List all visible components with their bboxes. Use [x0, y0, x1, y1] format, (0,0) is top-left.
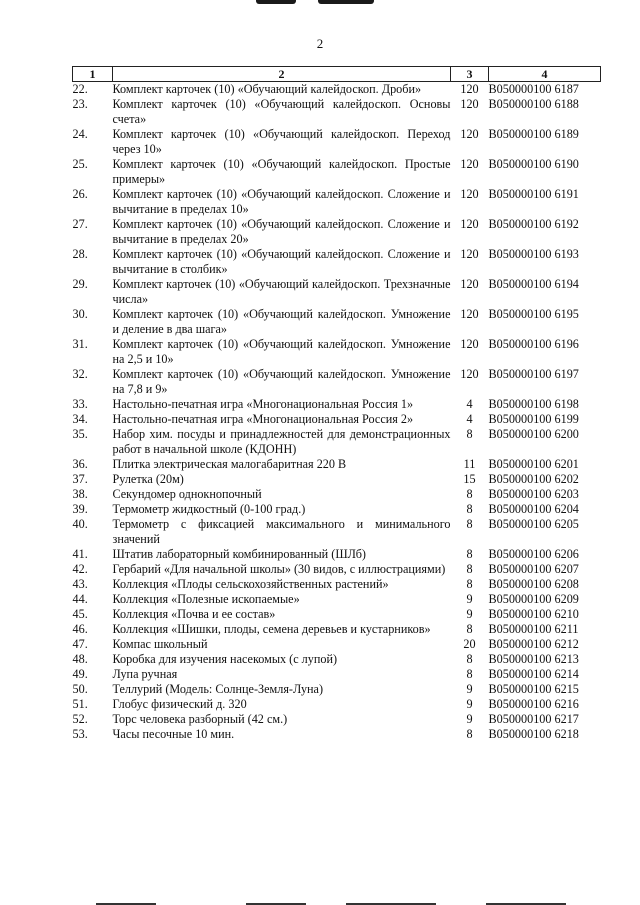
item-number: 30.	[72, 307, 88, 321]
table-row	[73, 697, 601, 712]
item-code: B050000100 6189	[488, 127, 579, 141]
item-code: B050000100 6205	[488, 517, 579, 531]
item-name: Плитка электрическая малогабаритная 220 В	[112, 457, 347, 471]
column-header-number: 1	[73, 67, 113, 82]
table-row	[73, 652, 601, 667]
table-row	[73, 727, 601, 742]
item-code: B050000100 6197	[488, 367, 579, 381]
item-quantity: 4	[466, 397, 473, 411]
item-name: Торс человека разборный (42 см.)	[112, 712, 288, 726]
item-number: 50.	[72, 682, 88, 696]
item-name: Настольно-печатная игра «Многонациональная Россия 1»	[112, 397, 414, 411]
item-number: 51.	[72, 697, 88, 711]
item-number: 45.	[72, 607, 88, 621]
table-row	[73, 397, 601, 412]
table-row	[73, 127, 601, 157]
item-code: B050000100 6203	[488, 487, 579, 501]
item-quantity: 8	[466, 547, 473, 561]
item-code: B050000100 6191	[488, 187, 579, 201]
item-number: 25.	[72, 157, 88, 171]
table-row	[73, 502, 601, 517]
item-number: 28.	[72, 247, 88, 261]
table-row	[73, 607, 601, 622]
table-row	[73, 682, 601, 697]
item-quantity: 120	[460, 247, 479, 261]
item-quantity: 8	[466, 487, 473, 501]
item-name: Комплект карточек (10) «Обучающий калейдоскоп. Умножение и деление в два шага»	[112, 307, 451, 336]
item-code: B050000100 6192	[488, 217, 579, 231]
item-code: B050000100 6187	[488, 82, 579, 96]
item-number: 49.	[72, 667, 88, 681]
table-row	[73, 577, 601, 592]
table-row	[73, 637, 601, 652]
item-quantity: 8	[466, 517, 473, 531]
item-quantity: 8	[466, 667, 473, 681]
item-name: Комплект карточек (10) «Обучающий калейдоскоп. Дроби»	[112, 82, 422, 96]
item-number: 23.	[72, 97, 88, 111]
item-code: B050000100 6212	[488, 637, 579, 651]
item-name: Настольно-печатная игра «Многонациональная Россия 2»	[112, 412, 414, 426]
item-quantity: 120	[460, 187, 479, 201]
item-code: B050000100 6217	[488, 712, 579, 726]
item-number: 53.	[72, 727, 88, 741]
table-header	[73, 67, 601, 82]
item-code: B050000100 6194	[488, 277, 579, 291]
column-header-code: 4	[489, 67, 601, 82]
item-number: 44.	[72, 592, 88, 606]
table-row	[73, 367, 601, 397]
item-name: Термометр жидкостный (0-100 град.)	[112, 502, 306, 516]
item-name: Коллекция «Полезные ископаемые»	[112, 592, 300, 606]
item-code: B050000100 6208	[488, 577, 579, 591]
item-quantity: 120	[460, 127, 479, 141]
item-quantity: 9	[466, 592, 473, 606]
item-name: Глобус физический д. 320	[112, 697, 247, 711]
table-row	[73, 217, 601, 247]
item-name: Комплект карточек (10) «Обучающий калейдоскоп. Переход через 10»	[112, 127, 451, 156]
item-code: B050000100 6211	[488, 622, 579, 636]
item-number: 48.	[72, 652, 88, 666]
table-row	[73, 517, 601, 547]
item-code: B050000100 6188	[488, 97, 579, 111]
item-number: 35.	[72, 427, 88, 441]
table-row	[73, 457, 601, 472]
item-code: B050000100 6218	[488, 727, 579, 741]
table-row	[73, 187, 601, 217]
item-name: Комплект карточек (10) «Обучающий калейдоскоп. Умножение на 7,8 и 9»	[112, 367, 451, 396]
item-code: B050000100 6200	[488, 427, 579, 441]
item-quantity: 8	[466, 427, 473, 441]
item-quantity: 9	[466, 712, 473, 726]
item-quantity: 9	[466, 607, 473, 621]
item-name: Комплект карточек (10) «Обучающий калейдоскоп. Сложение и вычитание в столбик»	[112, 247, 451, 276]
item-code: B050000100 6209	[488, 592, 579, 606]
table-row	[73, 247, 601, 277]
item-name: Комплект карточек (10) «Обучающий калейдоскоп. Трехзначные числа»	[112, 277, 451, 306]
item-quantity: 120	[460, 97, 479, 111]
item-name: Часы песочные 10 мин.	[112, 727, 235, 741]
item-code: B050000100 6199	[488, 412, 579, 426]
table-row	[73, 472, 601, 487]
item-name: Лупа ручная	[112, 667, 178, 681]
table-row	[73, 667, 601, 682]
item-name: Коллекция «Почва и ее состав»	[112, 607, 276, 621]
item-name: Комплект карточек (10) «Обучающий калейдоскоп. Сложение и вычитание в пределах 10»	[112, 187, 451, 216]
item-quantity: 120	[460, 157, 479, 171]
table-row	[73, 562, 601, 577]
item-name: Комплект карточек (10) «Обучающий калейдоскоп. Умножение на 2,5 и 10»	[112, 337, 451, 366]
item-number: 41.	[72, 547, 88, 561]
scan-artifact-top	[256, 0, 374, 5]
item-name: Теллурий (Модель: Солнце-Земля-Луна)	[112, 682, 324, 696]
item-quantity: 120	[460, 217, 479, 231]
item-number: 47.	[72, 637, 88, 651]
item-code: B050000100 6202	[488, 472, 579, 486]
item-name: Секундомер однокнопочный	[112, 487, 262, 501]
item-quantity: 120	[460, 82, 479, 96]
item-number: 24.	[72, 127, 88, 141]
item-quantity: 120	[460, 307, 479, 321]
item-number: 38.	[72, 487, 88, 501]
item-number: 42.	[72, 562, 88, 576]
item-number: 37.	[72, 472, 88, 486]
item-code: B050000100 6201	[488, 457, 579, 471]
item-number: 32.	[72, 367, 88, 381]
item-quantity: 120	[460, 367, 479, 381]
item-code: B050000100 6216	[488, 697, 579, 711]
table-row	[73, 487, 601, 502]
item-name: Рулетка (20м)	[112, 472, 184, 486]
item-name: Гербарий «Для начальной школы» (30 видов, с иллюстрациями)	[112, 562, 446, 576]
item-code: B050000100 6193	[488, 247, 579, 261]
page-number: 2	[316, 36, 324, 51]
item-number: 43.	[72, 577, 88, 591]
item-number: 36.	[72, 457, 88, 471]
item-code: B050000100 6204	[488, 502, 579, 516]
item-code: B050000100 6210	[488, 607, 579, 621]
item-name: Коллекция «Плоды сельскохозяйственных растений»	[112, 577, 389, 591]
table-row	[73, 547, 601, 562]
item-code: B050000100 6215	[488, 682, 579, 696]
item-quantity: 8	[466, 577, 473, 591]
item-quantity: 8	[466, 727, 473, 741]
equipment-table	[72, 66, 601, 742]
item-code: B050000100 6196	[488, 337, 579, 351]
table-row	[73, 427, 601, 457]
table-row	[73, 307, 601, 337]
table-row	[73, 712, 601, 727]
item-number: 40.	[72, 517, 88, 531]
table-row	[73, 337, 601, 367]
item-number: 29.	[72, 277, 88, 291]
item-quantity: 20	[463, 637, 476, 651]
item-quantity: 9	[466, 682, 473, 696]
item-code: B050000100 6214	[488, 667, 579, 681]
table-row	[73, 412, 601, 427]
item-name: Коробка для изучения насекомых (с лупой)	[112, 652, 338, 666]
table-row	[73, 277, 601, 307]
item-quantity: 8	[466, 622, 473, 636]
item-number: 33.	[72, 397, 88, 411]
item-code: B050000100 6213	[488, 652, 579, 666]
item-name: Компас школьный	[112, 637, 208, 651]
item-name: Комплект карточек (10) «Обучающий калейдоскоп. Основы счета»	[112, 97, 451, 126]
table-row	[73, 82, 601, 98]
item-quantity: 15	[463, 472, 476, 486]
item-name: Штатив лабораторный комбинированный (ШЛб)	[112, 547, 366, 561]
item-name: Комплект карточек (10) «Обучающий калейдоскоп. Сложение и вычитание в пределах 20»	[112, 217, 451, 246]
item-name: Термометр с фиксацией максимального и минимального значений	[112, 517, 451, 546]
item-number: 22.	[72, 82, 88, 96]
item-code: B050000100 6206	[488, 547, 579, 561]
item-quantity: 11	[463, 457, 476, 471]
table-row	[73, 97, 601, 127]
item-number: 34.	[72, 412, 88, 426]
item-code: B050000100 6207	[488, 562, 579, 576]
column-header-name: 2	[113, 67, 451, 82]
item-quantity: 8	[466, 502, 473, 516]
item-number: 52.	[72, 712, 88, 726]
item-name: Коллекция «Шишки, плоды, семена деревьев и кустарников»	[112, 622, 431, 636]
item-name: Комплект карточек (10) «Обучающий калейдоскоп. Простые примеры»	[112, 157, 451, 186]
item-quantity: 9	[466, 697, 473, 711]
item-name: Набор хим. посуды и принадлежностей для демонстрационных работ в начальной школе (КДОНН)	[112, 427, 451, 456]
item-quantity: 120	[460, 337, 479, 351]
item-quantity: 120	[460, 277, 479, 291]
item-number: 26.	[72, 187, 88, 201]
table-row	[73, 622, 601, 637]
item-number: 46.	[72, 622, 88, 636]
column-header-quantity: 3	[451, 67, 489, 82]
item-quantity: 4	[466, 412, 473, 426]
table-row	[73, 592, 601, 607]
scan-artifact-bottom	[96, 899, 566, 905]
item-number: 39.	[72, 502, 88, 516]
item-code: B050000100 6190	[488, 157, 579, 171]
item-code: B050000100 6195	[488, 307, 579, 321]
item-code: B050000100 6198	[488, 397, 579, 411]
item-number: 27.	[72, 217, 88, 231]
item-quantity: 8	[466, 652, 473, 666]
table-body	[73, 82, 601, 743]
item-quantity: 8	[466, 562, 473, 576]
item-number: 31.	[72, 337, 88, 351]
table-row	[73, 157, 601, 187]
